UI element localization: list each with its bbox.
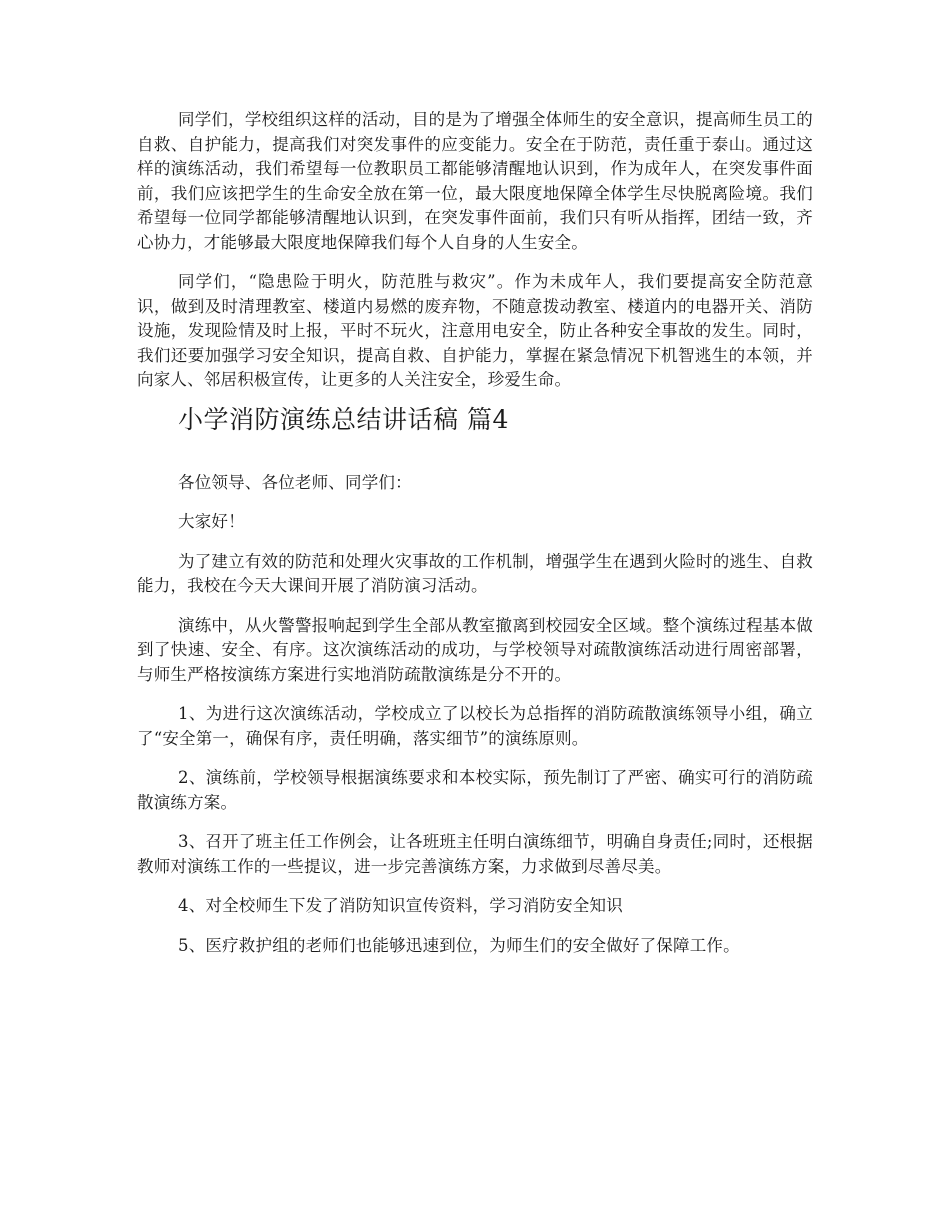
document-page — [137, 108, 813, 958]
body-paragraph: 演练中，从火警警报响起到学生全部从教室撤离到校园安全区域。整个演练过程基本做到了快速、安全、有序。这次演练活动的成功，与学校领导对疏散演练活动进行周密部署，与师生严格按演练方案进行实地消防疏散演练是分不开的。 — [137, 615, 813, 684]
list-item: 2、演练前，学校领导根据演练要求和本校实际，预先制订了严密、确实可行的消防疏散演练方案。 — [137, 768, 813, 812]
body-paragraph: 同学们，学校组织这样的活动，目的是为了增强全体师生的安全意识，提高师生员工的自救、自护能力，提高我们对突发事件的应变能力。安全在于防范，责任重于泰山。通过这样的演练活动，我们希望每一位教职员工都能够清醒地认识到，作为成年人，在突发事件面前，我们应该把学生的生命安全放在第一位，最大限度地保障全体学生尽快脱离险境。我们希望每一位同学都能够清醒地认识到，在突发事件面前，我们只有听从指挥，团结一致，齐心协力，才能够最大限度地保障我们每个人自身的人生安全。 — [137, 110, 813, 252]
greeting: 大家好！ — [178, 512, 245, 531]
section-heading: 小学消防演练总结讲话稿 篇4 — [178, 404, 509, 434]
list-item: 1、为进行这次演练活动，学校成立了以校长为总指挥的消防疏散演练领导小组，确立了“安全第一，确保有序，责任明确，落实细节”的演练原则。 — [137, 704, 813, 748]
salutation: 各位领导、各位老师、同学们： — [178, 472, 412, 492]
list-item: 3、召开了班主任工作例会，让各班班主任明白演练细节，明确自身责任;同时，还根据教师对演练工作的一些提议，进一步完善演练方案，力求做到尽善尽美。 — [137, 832, 813, 876]
body-paragraph: 同学们，“隐患险于明火，防范胜与救灾”。作为未成年人，我们要提高安全防范意识，做到及时清理教室、楼道内易燃的废弃物，不随意拨动教室、楼道内的电器开关、消防设施，发现险情及时上报，平时不玩火，注意用电安全，防止各种安全事故的发生。同时，我们还要加强学习安全知识，提高自救、自护能力，掌握在紧急情况下机智逃生的本领，并向家人、邻居积极宣传，让更多的人关注安全，珍爱生命。 — [137, 272, 813, 389]
list-item: 5、医疗救护组的老师们也能够迅速到位，为师生们的安全做好了保障工作。 — [178, 935, 740, 955]
body-paragraph: 为了建立有效的防范和处理火灾事故的工作机制，增强学生在遇到火险时的逃生、自救能力，我校在今天大课间开展了消防演习活动。 — [137, 551, 813, 595]
list-item: 4、对全校师生下发了消防知识宣传资料，学习消防安全知识 — [178, 896, 623, 915]
